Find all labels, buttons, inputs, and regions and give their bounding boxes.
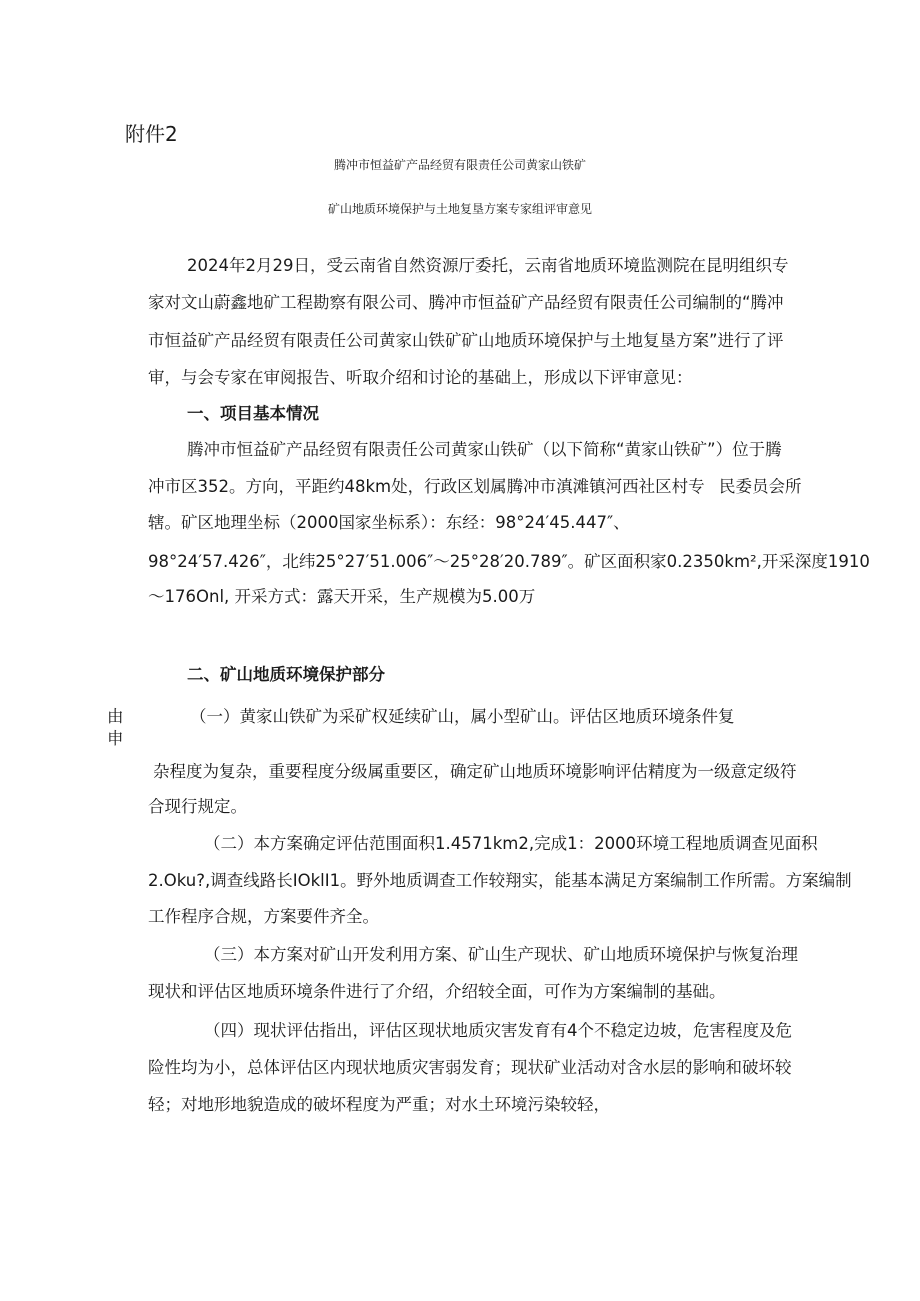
section-1-line: ～176Onl, 开采方式：露天开采，生产规模为5.00万 <box>148 587 536 606</box>
section-1-line: 辖。矿区地理坐标（2000国家坐标系）：东经：98°24′45.447″、 <box>148 513 630 532</box>
section-1-line: 冲市区352。方向，平距约48km处，行政区划属腾冲市滇滩镇河西社区村专 <box>148 477 705 496</box>
intro-line: 审，与会专家在审阅报告、听取介绍和讨论的基础上，形成以下评审意见： <box>148 368 693 387</box>
item-2-line: 工作程序合规，方案要件齐全。 <box>148 907 379 926</box>
item-1-line: 杂程度为复杂，重要程度分级属重要区，确定矿山地质环境影响评估精度为一级意定级符 <box>153 762 797 781</box>
title-line-1: 腾冲市恒益矿产品经贸有限责任公司黄家山铁矿 <box>333 158 586 172</box>
section-1-line: 腾冲市恒益矿产品经贸有限责任公司黄家山铁矿（以下简称“黄家山铁矿”）位于腾 <box>187 440 782 459</box>
item-1-line: 合现行规定。 <box>148 797 247 816</box>
item-4-line: （四）现状评估指出，评估区现状地质灾害发育有4个不稳定边坡，危害程度及危 <box>204 1021 792 1040</box>
section-1-line: 民委员会所 <box>719 477 802 496</box>
item-3-line: （三）本方案对矿山开发利用方案、矿山生产现状、矿山地质环境保护与恢复治理 <box>204 945 798 964</box>
item-4-line: 险性均为小，总体评估区内现状地质灾害弱发育；现状矿业活动对含水层的影响和破坏较 <box>148 1058 792 1077</box>
intro-line: 2024年2月29日，受云南省自然资源厅委托，云南省地质环境监测院在昆明组织专 <box>187 256 789 275</box>
section-1-heading: 一、项目基本情况 <box>187 404 319 423</box>
section-1-line: 98°24′57.426″，北纬25°27′51.006″～25°28′20.789″。矿区面积家0.2350km²,开采深度1910 <box>148 552 870 571</box>
margin-note: 由 <box>107 707 124 726</box>
item-1-line: （一）黄家山铁矿为采矿权延续矿山，属小型矿山。评估区地质环境条件复 <box>190 707 735 726</box>
item-2-line: 2.Oku?,调查线路长IOklI1。野外地质调查工作较翔实，能基本满足方案编制工作所需。方案编制 <box>148 871 852 890</box>
item-3-line: 现状和评估区地质环境条件进行了介绍，介绍较全面，可作为方案编制的基础。 <box>148 982 726 1001</box>
intro-line: 家对文山蔚鑫地矿工程勘察有限公司、腾冲市恒益矿产品经贸有限责任公司编制的“腾冲 <box>148 293 784 312</box>
annex-label: 附件2 <box>125 122 178 146</box>
margin-note: 申 <box>107 729 124 748</box>
section-2-heading: 二、矿山地质环境保护部分 <box>187 665 385 684</box>
item-4-line: 轻；对地形地貌造成的破坏程度为严重；对水土环境污染较轻， <box>148 1095 610 1114</box>
title-line-2: 矿山地质环境保护与土地复垦方案专家组评审意见 <box>327 202 592 216</box>
item-2-line: （二）本方案确定评估范围面积1.4571km2,完成1：2000环境工程地质调查见面积 <box>204 834 818 853</box>
intro-line: 市恒益矿产品经贸有限责任公司黄家山铁矿矿山地质环境保护与土地复垦方案”进行了评 <box>148 331 784 350</box>
